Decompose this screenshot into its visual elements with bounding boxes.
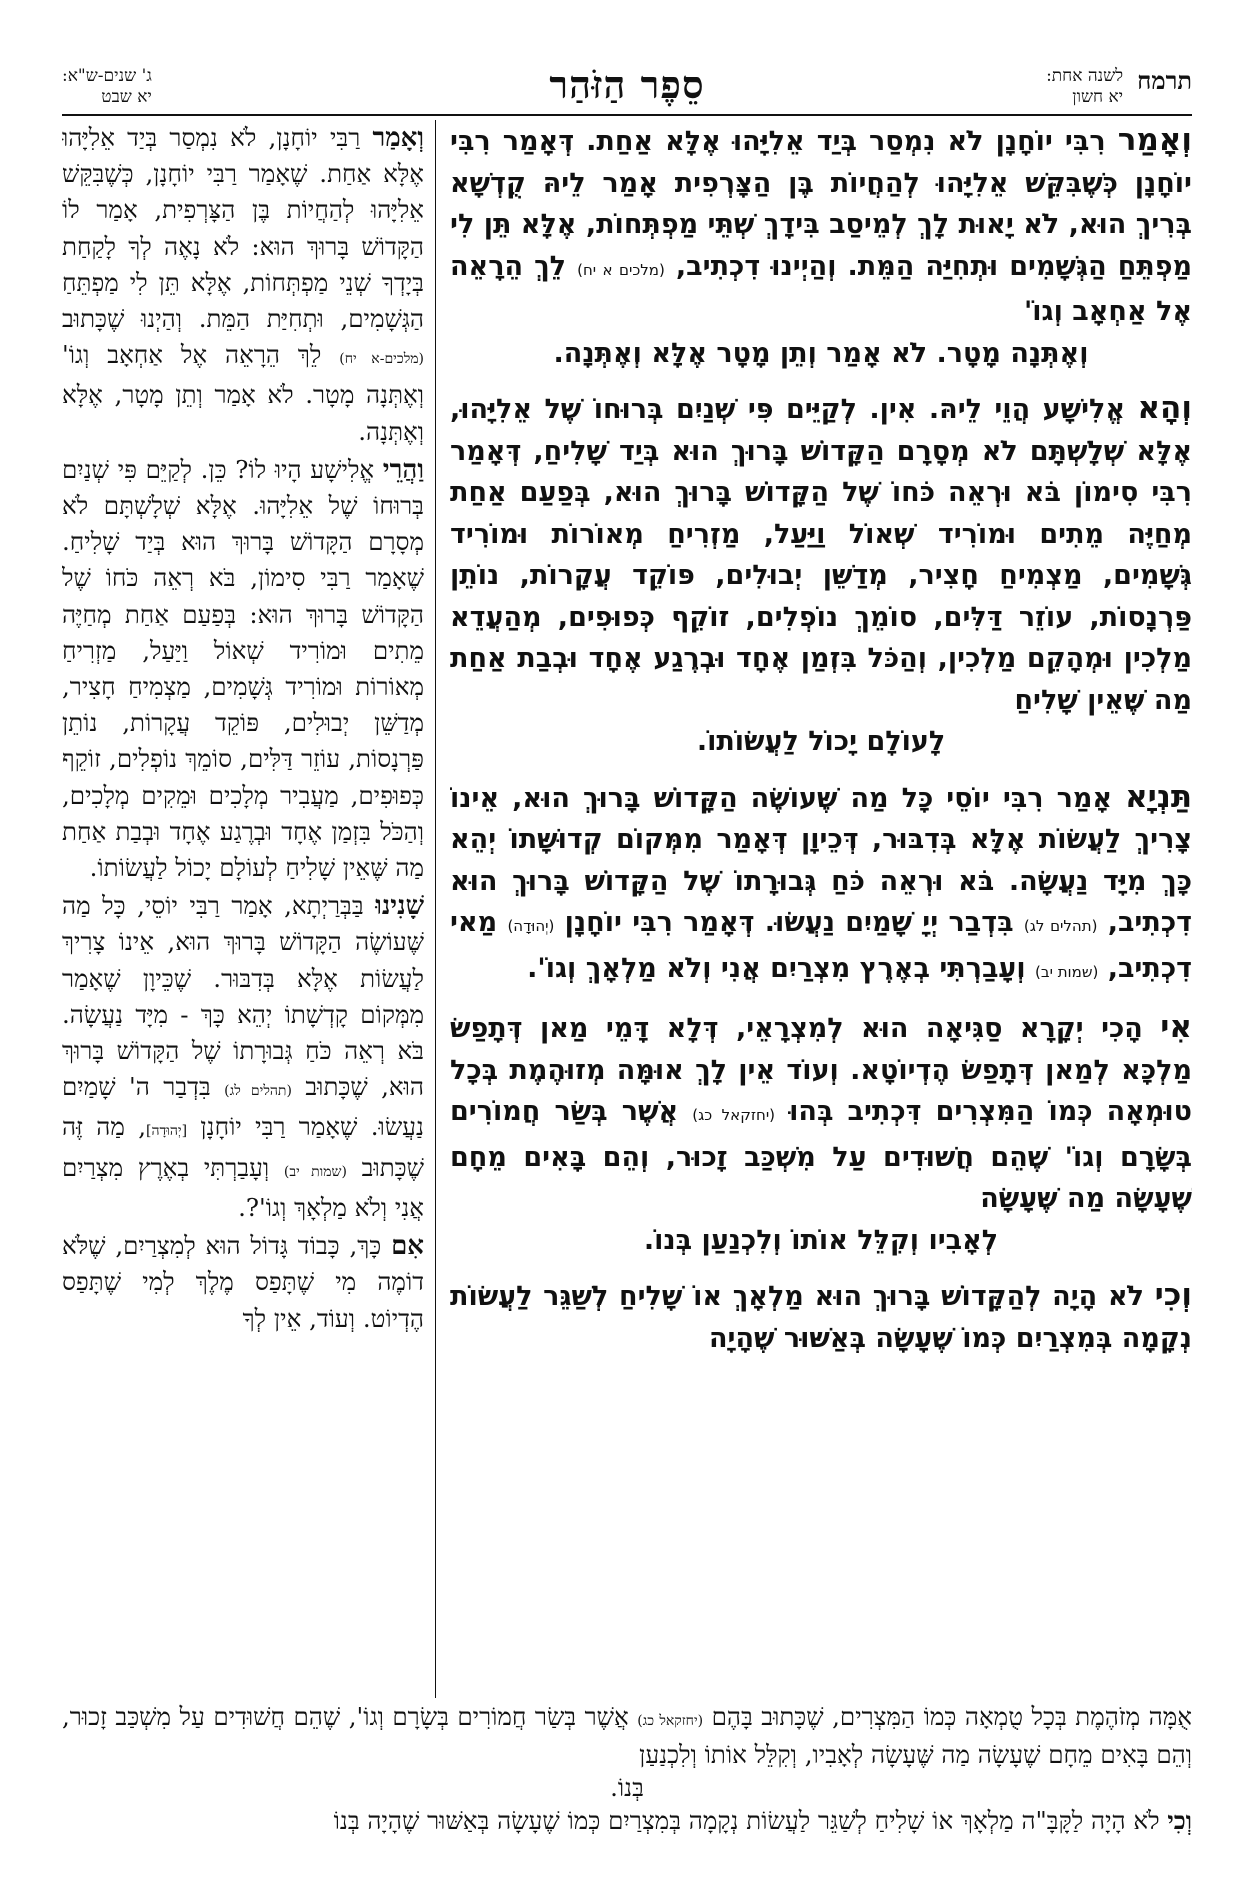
main-paragraph-5: וְכִי לֹא הָיָה לְהַקָּדוֹשׁ בָּרוּךְ הוּא מַלְאָךְ אוֹ שָׁלִיחַ לְשַׁגֵּר לַעֲשׂוֹת נְקָמָה בְּמִצְרַיִם כְּמוֹ שֶׁעָשָׂה בְּאַשּׁוּר שֶׁהָיָה (450, 1277, 1192, 1354)
lead-word: שָׁנִינוּ (375, 891, 424, 922)
side-paragraph-2: וַהֲרֵי אֱלִישָׁע הָיוּ לוֹ? כֵּן. לְקַיֵּם פִּי שְׁנַיִם בְּרוּחוֹ שֶׁל אֵלִיָּהוּ. אֶלָּא שְׁלָשְׁתָּם לֹא מְסָרָם הַקָּדוֹשׁ בָּרוּךְ הוּא בְּיַד שָׁלִיחַ. שֶׁאָמַר רַבִּי סִימוֹן, בֹּא רְאֵה כֹּחוֹ שֶׁל הַקָּדוֹשׁ בָּרוּךְ הוּא: בְּפַעַם אַחַת מְחַיֶּה מֵתִים וּמוֹרִיד שְׁאוֹל וַיַּעַל, מַזְרִיחַ מְאוֹרוֹת וּמוֹרִיד גְּשָׁמִים, מַצְמִיחַ חָצִיר, מְדַשֵּׁן יְבוּלִים, פּוֹקֵד עֲקָרוֹת, נוֹתֵן פַּרְנָסוֹת, עוֹזֵר דַּלִּים, סוֹמֵךְ נוֹפְלִים, זוֹקֵף כְּפוּפִים, מַעֲבִיר מְלָכִים וּמֵקִים מְלָכִים, וְהַכֹּל בִּזְמַן אֶחָד וּבְרֶגַע אֶחָד וּבְבַת אַחַת מַה שֶּׁאֵין שָׁלִיחַ לְעוֹלָם יָכוֹל לַעֲשׂוֹתוֹ. (62, 454, 424, 883)
lead-word: וַהֲרֵי (382, 454, 424, 485)
three-year-date: יא שבט (101, 87, 152, 107)
column-divider (435, 120, 436, 1698)
bottom-continuation (62, 1700, 1192, 1837)
main-paragraph-1: וְאָמַר רִבִּי יוֹחָנָן לֹא נִמְסַר בְּיַד אֵלִיָּהוּ אֶלָּא אַחַת. דְּאָמַר רִבִּי יוֹחָנָן כְּשֶׁבִּקֵּשׁ אֵלִיָּהוּ לְהַחֲיוֹת בֶּן הַצָּרְפִית אָמַר לֵיהּ קֻדְשָׁא בְּרִיךְ הוּא, לֹא יָאוּת לָךְ לְמֵיסַב בִּידָךְ שְׁתֵּי מַפְתְּחוֹת, אֶלָּא תֵּן לִי מַפְתֵּחַ הַגְּשָׁמִים וּתְחִיַּה הַמֵּת. וְהַיְינוּ דִכְתִיב, (מלכים א יח) לֵךְ הֵרָאֵה אֶל אַחְאָב וְגוֹ' וְאֶתְּנָה מָטָר. לֹא אָמַר וְתֵן מָטָר אֶלָּא וְאֶתְּנָה. (450, 122, 1192, 369)
bottom-line-1: אֻמָּה מְזֹהֶמֶת בְּכָל טֻמְאָה כְּמוֹ הַמִּצְרִים, שֶׁכָּתוּב בָּהֶם (יחזקאל כג) אֲשֶׁר בְּשַׂר חֲמוֹרִים בְּשָׂרָם וְגוֹ', שֶׁהֵם חֲשׁוּדִים עַל מִשְׁכַּב זָכוּר, וְהֵם בָּאִים מֵחָם שֶׁעָשָׂה מַה שֶּׁעָשָׂה לְאָבִיו, וְקִלֵּל אוֹתוֹ וְלִכְנַעַן (62, 1702, 1192, 1769)
side-paragraph-1: וְאָמַר רַבִּי יוֹחָנָן, לֹא נִמְסַר בְּיַד אֵלִיָּהוּ אֶלָּא אַחַת. שֶׁאָמַר רַבִּי יוֹחָנָן, כְּשֶׁבִּקֵּשׁ אֵלִיָּהוּ לְהַחֲיוֹת בֶּן הַצָּרְפִית, אָמַר לוֹ הַקָּדוֹשׁ בָּרוּךְ הוּא: לֹא נָאֶה לְךָ לָקַחַת בְּיָדְךָ שְׁנֵי מַפְתְּחוֹת, אֶלָּא תֵּן לִי מַפְתֵּחַ הַגְּשָׁמִים, וּתְחִיַּת הַמֵּת. וְהַיְנוּ שֶׁכָּתוּב (מלכים-א יח) לֵךְ הֵרָאֵה אֶל אַחְאָב וְגוֹ' וְאֶתְּנָה מָטָר. לֹא אָמַר וְתֵן מָטָר, אֶלָּא וְאֶתְּנָה. (62, 123, 424, 446)
lead-word: וְכִי (1167, 1806, 1192, 1835)
text-columns (62, 120, 1192, 1698)
lead-word: תַּנְיָא (1125, 778, 1192, 815)
lead-word: אִי (1160, 1009, 1192, 1045)
header-rule (62, 114, 1192, 116)
page (62, 62, 1192, 1835)
bottom-line-2: בְּנוֹ. (610, 1773, 644, 1802)
hebrew-translation-column (62, 120, 424, 1698)
verse-ref: (יְהוּדָה) (507, 917, 555, 935)
verse-ref: [יְהוּדָה] (146, 1123, 188, 1140)
verse-ref: (יחזקאל כג) (637, 1713, 704, 1729)
verse-ref: (תהלים לג) (224, 1083, 292, 1100)
side-paragraph-3: שָׁנִינוּ בַּבְּרַיְתָא, אָמַר רַבִּי יוֹסֵי, כָּל מַה שֶּׁעוֹשֶׂה הַקָּדוֹשׁ בָּרוּךְ הוּא, אֵינוֹ צָרִיךְ לַעֲשׂוֹת אֶלָּא בְּדִבּוּר. שֶׁכֵּיוָן שֶׁאָמַר מִמְּקוֹם קָדְשָׁתוֹ יְהֵא כָּךְ - מִיָּד נַעֲשָׂה. בֹּא רְאֵה כֹּחַ גְּבוּרָתוֹ שֶׁל הַקָּדוֹשׁ בָּרוּךְ הוּא, שֶׁכָּתוּב (תהלים לג) בִּדְבַר ה' שָׁמַיִם נַעֲשׂוּ. שֶׁאָמַר רַבִּי יוֹחָנָן [יְהוּדָה], מַה זֶּה שֶׁכָּתוּב (שמות יב) וְעָבַרְתִּי בְאֶרֶץ מִצְרַיִם אֲנִי וְלֹא מַלְאָךְ וְגוֹ'?. (62, 891, 424, 1222)
verse-ref: (יחזקאל כג) (692, 1106, 776, 1124)
verse-ref: (שמות יב) (283, 1163, 347, 1180)
lead-word: וְאָמַר (372, 123, 424, 153)
page-number: תרמח (1137, 66, 1192, 95)
main-paragraph-4: אִי הָכִי יְקָרָא סַגִּיאָה הוּא לְמִצְרָאֵי, דְּלָא דָּמֵי מַאן דְּתָפַשׂ מַלְכָּא לְמַאן דְּתָפַשׂ הֶדְיוֹטָא. וְעוֹד אֵין לָךְ אוּמָּה מְזוּהֶמֶת בְּכָל טוּמְאָה כְּמוֹ הַמִּצְרִים דִּכְתִיב בְּהוּ (יחזקאל כג) אֲשֶׁר בְּשַׂר חֲמוֹרִים בְּשָׂרָם וְגוֹ' שֶׁהֵם חֲשׁוּדִים עַל מִשְׁכַּב זָכוּר, וְהֵם בָּאִים מֵחָם שֶׁעָשָׂה מַה שֶּׁעָשָׂה לְאָבִיו וְקִלֵּל אוֹתוֹ וְלִכְנַעַן בְּנוֹ. (450, 1009, 1192, 1256)
aramaic-column (450, 120, 1192, 1698)
one-year-date: יא חשון (1072, 87, 1124, 107)
verse-ref: (מלכים א יח) (577, 260, 665, 279)
verse-ref: (מלכים-א יח) (339, 351, 424, 368)
three-year-label: ג' שנים-ש"א: (62, 66, 152, 86)
lead-word: אִם (391, 1231, 424, 1262)
book-title: סֵפֶר הַזֹּהַר (549, 62, 705, 107)
main-paragraph-3: תַּנְיָא אָמַר רִבִּי יוֹסֵי כָּל מַה שֶּׁעוֹשֶׂה הַקָּדוֹשׁ בָּרוּךְ הוּא, אֵינוֹ צָרִיךְ לַעֲשׂוֹת אֶלָּא בְּדִבּוּר, דְּכֵיוָן דְּאָמַר מִמְּקוֹם קְדוּשָּׁתוֹ יְהֵא כָּךְ מִיָּד נַעֲשָׂה. בֹּא וּרְאֵה כֹּחַ גְּבוּרָתוֹ שֶׁל הַקָּדוֹשׁ בָּרוּךְ הוּא דִכְתִיב, (תהלים לג) בִּדְבַר יְיָ שָׁמַיִם נַעֲשׂוּ. דְּאָמַר רִבִּי יוֹחָנָן (יְהוּדָה) מַאי דִכְתִיב, (שמות יב) וְעָבַרְתִּי בְאֶרֶץ מִצְרַיִם אֲנִי וְלֹא מַלְאָךְ וְגוֹ'. (450, 778, 1192, 984)
verse-ref: (תהלים לג) (1023, 917, 1098, 935)
three-year-schedule (62, 66, 152, 108)
main-paragraph-2: וְהָא אֱלִישָׁע הֲוֵי לֵיהּ. אִין. לְקַיֵּים פִּי שְׁנַיִם בְּרוּחוֹ שֶׁל אֵלִיָּהוּ, אֶלָּא שְׁלָשְׁתָּם לֹא מְסָרָם הַקָּדוֹשׁ בָּרוּךְ הוּא בְּיַד שָׁלִיחַ, דְּאָמַר רִבִּי סִימוֹן בֹּא וּרְאֵה כֹּחוֹ שֶׁל הַקָּדוֹשׁ בָּרוּךְ הוּא, בְּפַעַם אַחַת מְחַיֶּה מֵתִים וּמוֹרִיד שְׁאוֹל וַיַּעַל, מַזְרִיחַ מְאוֹרוֹת וּמוֹרִיד גְּשָׁמִים, מַצְמִיחַ חָצִיר, מְדַשֵּׁן יְבוּלִים, פּוֹקֵד עֲקָרוֹת, נוֹתֵן פַּרְנָסוֹת, עוֹזֵר דַּלִּים, סוֹמֵךְ נוֹפְלִים, זוֹקֵף כְּפוּפִים, מְהַעֲדֵא מַלְכִין וּמְהָקֵם מַלְכִין, וְהַכֹּל בִּזְמַן אֶחָד וּבְרֶגַע אֶחָד וּבְבַת אַחַת מַה שֶּׁאֵין שָׁלִיחַ לָעוֹלָם יָכוֹל לַעֲשׂוֹתוֹ. (450, 390, 1192, 757)
verse-ref: (שמות יב) (1035, 962, 1099, 981)
lead-word: וְהָא (1137, 390, 1192, 426)
one-year-label: לשנה אחת: (1046, 66, 1124, 86)
lead-word: וְאָמַר (1117, 122, 1192, 158)
page-header (62, 62, 1192, 110)
bottom-line-3: וְכִי לֹא הָיָה לַקָּבָּ"ה מַלְאָךְ אוֹ שָׁלִיחַ לְשַׁגֵּר לַעֲשׂוֹת נְקָמָה בְּמִצְרַיִם כְּמוֹ שֶׁעָשָׂה בְּאַשּׁוּר שֶׁהָיָה בְּנוֹ (333, 1806, 1192, 1835)
side-paragraph-4: אִם כָּךְ, כָּבוֹד גָּדוֹל הוּא לְמִצְרַיִם, שֶׁלֹּא דוֹמֶה מִי שֶׁתָּפַס מֶלֶךְ לְמִי שֶׁתָּפַס הֶדְיוֹט. וְעוֹד, אֵין לְךָ (62, 1231, 424, 1333)
lead-word: וְכִי (1154, 1277, 1192, 1313)
